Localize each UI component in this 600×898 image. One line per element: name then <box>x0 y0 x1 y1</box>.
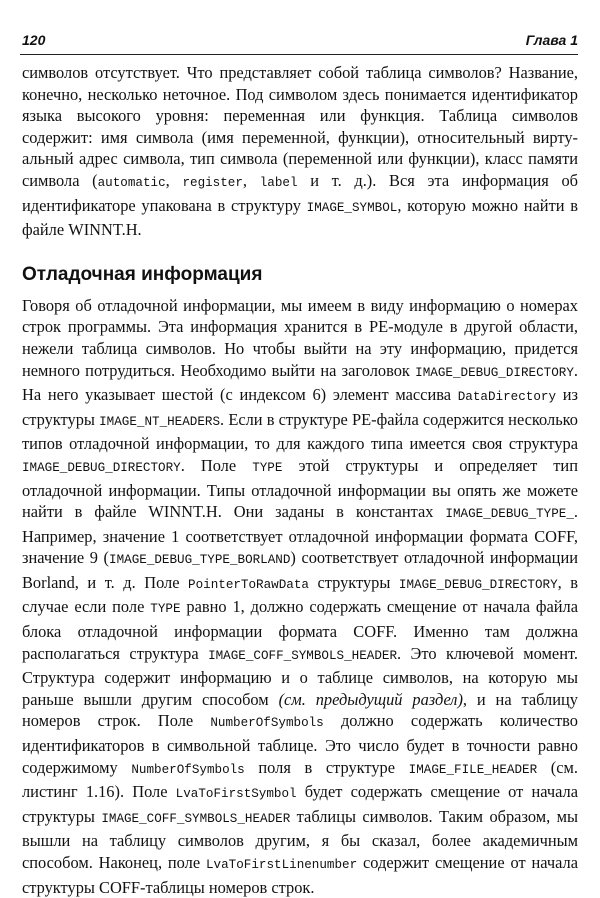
code-term: IMAGE_NT_HEADERS <box>99 414 221 429</box>
page-number: 120 <box>22 32 46 48</box>
code-term: IMAGE_COFF_SYMBOLS_HEADER <box>208 648 397 663</box>
code-term: label <box>259 175 298 190</box>
code-term: IMAGE_COFF_SYMBOLS_HEADER <box>101 811 291 826</box>
code-term: IMAGE_DEBUG_DIRECTORY <box>398 577 558 592</box>
page-content <box>22 62 578 898</box>
section-paragraph: Говоря об отладочной информации, мы имеем в виду информацию о номерах строк программы. Эта информация хранится в PE-модуле в другой области, нежели таблица символов. Но чтобы выйти на эту информацию, придется немного потрудиться. Необходимо выйти на заголовок IMAGE_DEBUG_DIRECTORY. На него указывает шестой (с индексом 6) элемент массива DataDirectory из структуры IMAGE_NT_HEADERS. Если в структуре PE-файла содержится несколько типов отладочной информации, то для каждого типа имеется своя структура IMAGE_DEBUG_DIRECTORY. Поле TYPE этой структуры и определяет тип отладочной информации. Типы отладочной информации вы опять же можете найти в файле WINNT.H. Они заданы в константах IMAGE_DEBUG_TYPE_. Например, значение 1 соответствует отладочной информации формата COFF, значение 9 (IMAGE_DEBUG_TYPE_BORLAND) соответствует отладочной информации Borland, и т. д. Поле PointerToRawData структуры IMAGE_DEBUG_DIRECTORY, в случае если поле TYPE равно 1, должно содержать смещение от начала файла блока отладочной информации формата COFF. Именно там должна располагаться структура IMAGE_COFF_SYMBOLS_HEADER. Это ключевой момент. Структура содержит информацию и о таблице символов, на которую мы раньше вышли другим способом (см. предыдущий раздел), и на таблицу номеров строк. Поле NumberOfSymbols должно содержать количество идентификаторов в символьной таблице. Это число будет в точности равно содержимому NumberOfSymbols поля в структуре IMAGE_FILE_HEADER (см. листинг 1.16). Поле LvaToFirstSymbol будет содержать смещение от начала структуры IMAGE_COFF_SYMBOLS_HEADER таблицы символов. Таким образом, мы вышли на таблицу символов другим, я бы сказал, более академичным способом. Наконец, поле LvaToFirstLinenumber содержит смещение от начала структуры COFF-таблицы номеров строк. <box>22 295 579 897</box>
code-term: automatic <box>97 175 166 190</box>
page-header <box>20 30 578 55</box>
code-term: PointerToRawData <box>188 577 309 592</box>
code-term: IMAGE_FILE_HEADER <box>408 762 538 777</box>
code-term: NumberOfSymbols <box>131 762 245 777</box>
code-term: IMAGE_DEBUG_DIRECTORY <box>22 460 181 475</box>
code-term: TYPE <box>252 460 283 475</box>
code-term: IMAGE_DEBUG_TYPE_BORLAND <box>109 553 291 568</box>
cross-reference: (см. предыдущий раздел) <box>278 689 463 709</box>
code-term: DataDirectory <box>457 390 556 405</box>
section-heading: Отладочная информация <box>22 263 263 285</box>
code-term: LvaToFirstSymbol <box>175 787 297 802</box>
code-term: register <box>182 175 243 190</box>
code-term: IMAGE_DEBUG_TYPE_ <box>445 507 574 522</box>
code-term: IMAGE_DEBUG_DIRECTORY <box>415 365 574 380</box>
code-term: IMAGE_SYMBOL <box>306 200 398 215</box>
code-term: LvaToFirstLinenumber <box>206 858 358 872</box>
intro-paragraph: символов отсутствует. Что представляет собой таблица символов? Название, конечно, несколько неточное. Под символом здесь понимается идентификатор языка высокого уровня: переменная или функция. Таблица символов содержит: имя символа (имя переменной, функции), относительный виртуальный адрес символа, тип символа (переменной или функции), класс памяти символа (automatic, register, label и т. д.). Вся эта информация об идентификаторе упакована в структуру IMAGE_SYMBOL, которую можно найти в файле WINNT.H. <box>22 63 578 240</box>
chapter-label: Глава 1 <box>525 32 578 48</box>
code-term: NumberOfSymbols <box>210 716 324 731</box>
code-term: TYPE <box>150 602 181 617</box>
